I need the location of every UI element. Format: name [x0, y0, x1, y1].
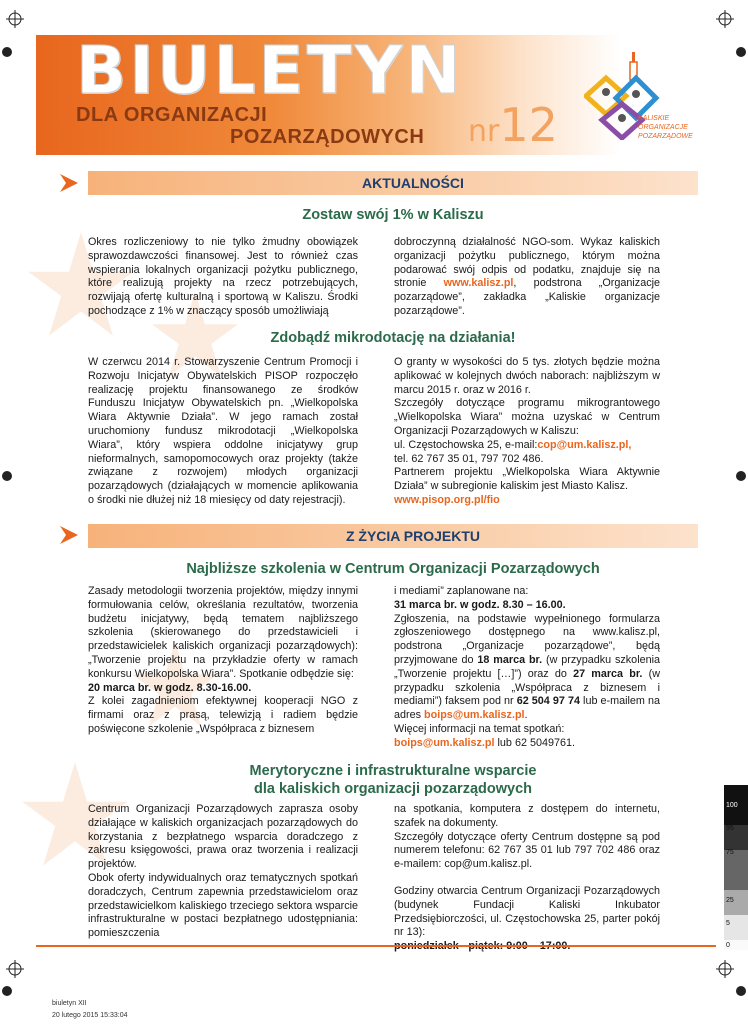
website-link[interactable]: www.kalisz.pl: [443, 277, 514, 290]
registration-mark-icon: [716, 960, 734, 978]
paragraph: O granty w wysokości do 5 tys. złotych będzie można aplikować w kolejnych dwóch naborach: najbliższym w marcu 2015 r. oraz w 2016 r.: [394, 356, 660, 396]
email-link[interactable]: boips@um.kalisz.pl: [424, 709, 525, 722]
paragraph: Więcej informacji na temat spotkań:: [394, 722, 565, 735]
section-label: Z ŻYCIA PROJEKTU: [345, 528, 481, 544]
paragraph: [394, 236, 660, 319]
registration-mark-icon: [1, 46, 13, 58]
text: lub e-mailem na adres: [394, 695, 661, 722]
registration-mark-icon: [735, 46, 747, 58]
spacer: [394, 872, 660, 885]
text: (w przypadku szkolenia „Współpraca z biznesem i mediami”) faksem pod nr: [394, 667, 661, 708]
color-scale-5: [724, 915, 748, 940]
paragraph: Centrum Organizacji Pozarządowych zaprasza osoby działające w kaliskich organizacjach pozarządowych do korzystania z bezpłatnego wsparcia doradczego z zakresu księgowości, prawa oraz tworzenia i realizacji projektów.: [88, 803, 358, 871]
article-heading: [88, 762, 698, 798]
text: 18 marca br.: [477, 653, 543, 666]
article-heading: Zdobądź mikrodotację na działania!: [270, 330, 516, 346]
scale-label: 0: [726, 942, 730, 949]
print-timestamp: 20 lutego 2015 15:33:04: [52, 1012, 128, 1019]
article-text-right: [394, 236, 660, 319]
subtitle-line-2: POZARZĄDOWYCH: [230, 126, 425, 148]
email-link[interactable]: cop@um.kalisz.pl: [537, 438, 629, 451]
paragraph: 20 marca br. w godz. 8.30-16.00.: [88, 681, 252, 694]
logo-caption: KALISKIE ORGANIZACJE POZARZĄDOWE: [638, 115, 693, 140]
article-heading: Zostaw swój 1% w Kaliszu: [302, 207, 484, 223]
article-text-right: [394, 585, 660, 751]
text: ul. Częstochowska 25, e-mail:: [394, 438, 538, 451]
article-text-left: [88, 356, 358, 508]
registration-mark-icon: [6, 10, 24, 28]
issue-number-value: 12: [499, 98, 558, 152]
paragraph: Partnerem projektu „Wielkopolska Wiara Aktywnie Działa” w subregionie kaliskim jest Miasto Kalisz.: [394, 466, 660, 493]
article-text-right: [394, 803, 660, 954]
section-label: AKTUALNOŚCI: [362, 175, 464, 191]
paragraph: Okres rozliczeniowy to nie tylko żmudny obowiązek sprawozdawczości finansowej. Jest to również czas wspierania lokalnych organizacji pożytku publicznego, które realizują projekty na rzecz potrzebujących, rozwijają ofertę kulturalną i sportową w Kaliszu. Środki pochodzące z 1% w znaczący sposób umożliwiają: [88, 236, 358, 317]
paragraph: W czerwcu 2014 r. Stowarzyszenie Centrum Promocji i Rozwoju Inicjatyw Obywatelskich PISOP rozpoczęło realizację projektu finansowanego ze środków Funduszu Inicjatyw Obywatelskich pn. „Wielkopolska Wiara Aktywnie Działa”. W jego ramach został uruchomiony fundusz mikrodotacji „Wielkopolska Wiara”, który wspiera oddolne inicjatywy grup nieformalnych, samopomocowych oraz projekty (także związane z rozwojem) młodych organizacji pozarządowych (działających w momencie aplikowania o środki nie dłużej niż 18 miesięcy od daty rejestracji).: [88, 356, 358, 506]
paragraph: [394, 940, 660, 954]
registration-mark-icon: [1, 470, 13, 482]
section-header-project: [88, 524, 698, 548]
email-link[interactable]: boips@um.kalisz.pl: [394, 736, 495, 749]
article-text-left: [88, 585, 358, 737]
chevron-right-icon: [58, 524, 80, 546]
chevron-right-icon: [58, 172, 80, 194]
paragraph: Zasady metodologii tworzenia projektów, między innymi formułowania celów, określania rezultatów, tworzenia budżetu inicjatywy, będą tematem najbliższego szkolenia (skierowanego do przedstawicieli i przedstawicielek kaliskich organizacji pozarządowych):„Tworzenie projektu na przykładzie oferty w ramach konkursu Wielkopolska Wiara”. Spotkanie odbędzie się:: [88, 585, 358, 680]
paragraph: na spotkania, komputera z dostępem do internetu, szafek na dokumenty.: [394, 803, 660, 829]
scale-label: 5: [726, 920, 730, 927]
article-heading: Najbliższe szkolenia w Centrum Organizacji Pozarządowych: [186, 561, 600, 577]
issue-prefix: nr: [468, 114, 500, 149]
heading-line: Merytoryczne i infrastrukturalne wsparcie: [249, 763, 537, 779]
text: 62 504 97 74: [516, 695, 580, 708]
print-file-name: biuletyn XII: [52, 1000, 87, 1007]
paragraph: Szczegóły dotyczące oferty Centrum dostępne są pod numerem telefonu: 62 767 35 01 lub 797 702 486 oraz e-mailem: cop@um.kalisz.pl.: [394, 830, 660, 871]
scale-label: 75: [726, 849, 734, 856]
scale-label: 100: [726, 802, 738, 809]
text: dobroczynną działalność NGO-som. Wykaz kaliskich organizacji pożytku publicznego, którym można podarować swój odpis od podatku, znajduje się na stronie: [394, 236, 660, 290]
issue-number: [468, 98, 558, 152]
text: 27 marca br.: [573, 667, 643, 680]
paragraph: [394, 439, 660, 453]
text: (w przypadku szkolenia „Tworzenie projektu […]”) oraz do: [394, 653, 660, 680]
article-text-right: [394, 356, 660, 508]
registration-mark-icon: [735, 985, 747, 997]
paragraph: [394, 494, 660, 508]
scale-label: 25: [726, 897, 734, 904]
subtitle-line-1: DLA ORGANIZACJI: [76, 104, 268, 126]
paragraph: tel. 62 767 35 01, 797 702 486.: [394, 452, 544, 465]
registration-mark-icon: [716, 10, 734, 28]
paragraph: Szczegóły dotyczące programu mikrograntowego „Wielkopolska Wiara” można uzyskać w Centrum Organizacji Pozarządowych w Kaliszu:: [394, 397, 660, 437]
text: , podstrona „Organizacje pozarządowe”, zakładka „Kaliskie organizacje pozarządowe”.: [394, 277, 661, 317]
article-text-left: [88, 236, 358, 319]
article-text-left: [88, 803, 358, 941]
paragraph: Zgłoszenia, na podstawie wypełnionego formularza zgłoszeniowego dostępnego na www.kalisz.pl, podstrona „Organizacje pozarządowe”, będą przyjmowane do 18 marca br. (w przypadku szkolenia „Tworzenie projektu […]”) oraz do 27 marca br. (w przypadku szkolenia „Współpraca z biznesem i mediami”) faksem pod nr 62 504 97 74 lub e-mailem na adres boips@um.kalisz.pl.: [394, 612, 661, 722]
registration-mark-icon: [735, 470, 747, 482]
paragraph: Godziny otwarcia Centrum Organizacji Pozarządowych (budynek Fundacji Kaliski Inkubator Przedsiębiorczości, ul. Częstochowska 25, parter pokój nr 13):: [394, 884, 660, 939]
text: lub 62 5049761.: [497, 736, 575, 749]
text: ,: [628, 438, 632, 451]
registration-mark-icon: [1, 985, 13, 997]
color-scale-75: [724, 850, 748, 890]
paragraph: i mediami” zaplanowane na:: [394, 585, 529, 597]
scale-label: 95: [726, 825, 734, 832]
paragraph: [394, 737, 660, 751]
section-header-news: [88, 171, 698, 195]
footer-rule: [36, 945, 716, 947]
heading-line: dla kaliskich organizacji pozarządowych: [253, 781, 532, 797]
newsletter-title: BIULETYN: [76, 32, 464, 109]
paragraph: 31 marca br. w godz. 8.30 – 16.00.: [394, 598, 566, 611]
registration-mark-icon: [6, 960, 24, 978]
paragraph: Obok oferty indywidualnych oraz tematycznych spotkań doradczych, Centrum zapewnia przedstawicielom oraz przedstawicielkom kaliskiego trzeciego sektora wsparcie infrastrukturalne w postaci bezpłatnego udostępniania: pomieszczenia: [88, 871, 358, 940]
paragraph: Z kolei zagadnieniom efektywnej kooperacji NGO z firmami oraz z prasą, telewizją i radiem będzie poświęcone szkolenie „Współpraca z biznesem: [88, 695, 358, 735]
text: Zgłoszenia, na podstawie wypełnionego formularza zgłoszeniowego dostępnego na www.kalisz.pl, podstrona „Organizacje pozarządowe”, będą przyjmowane do: [394, 612, 660, 666]
website-link[interactable]: www.pisop.org.pl/fio: [394, 493, 500, 506]
